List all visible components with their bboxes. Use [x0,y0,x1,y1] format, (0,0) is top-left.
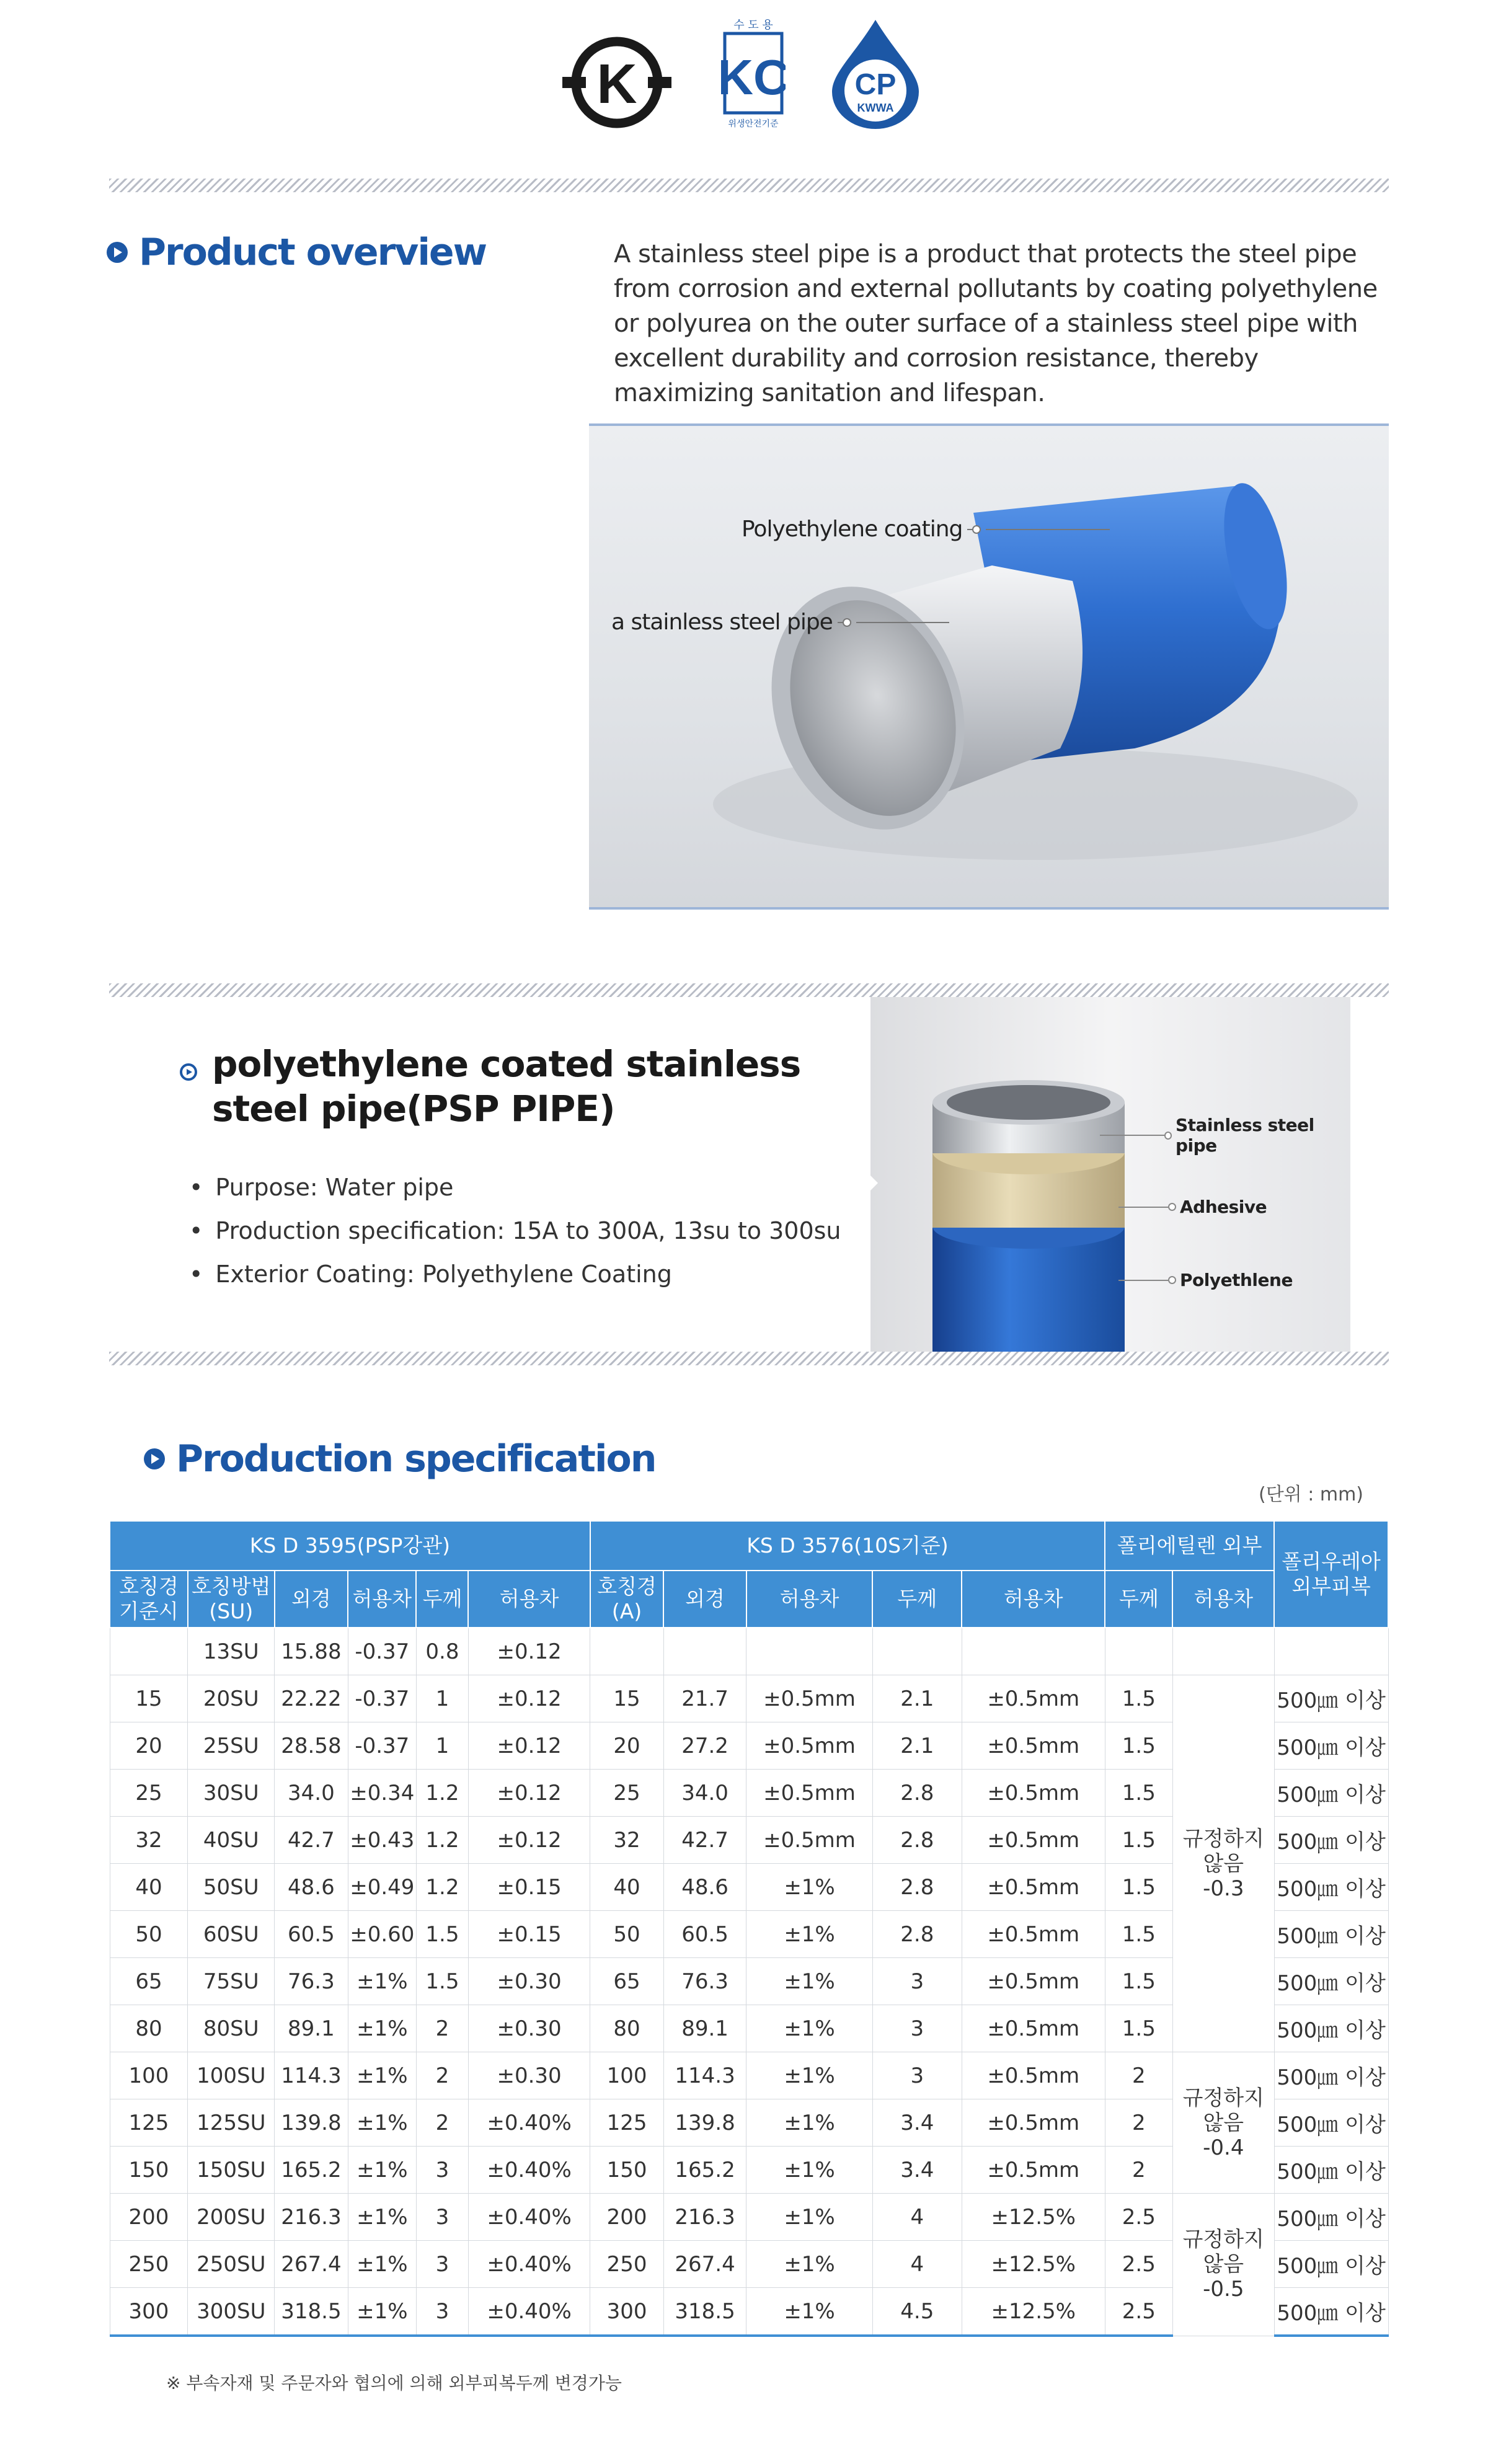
table-cell: 200 [110,2194,188,2241]
col-header: 허용차 [468,1571,590,1628]
table-cell: 89.1 [663,2005,746,2052]
table-cell [110,1628,188,1675]
table-cell: 1.2 [416,1817,468,1864]
table-cell: 150SU [188,2147,275,2194]
table-cell: 300 [110,2288,188,2336]
table-cell: 3 [416,2147,468,2194]
overview-paragraph: A stainless steel pipe is a product that protects the steel pipe from corrosion and external pollutants by coating polyethylene or polyurea on the outer surface of a stainless steel pipe with excellent durability and corrosion resistance, thereby maximizing sanitation and lifespan. [614,240,1378,407]
table-cell: 13SU [188,1628,275,1675]
table-cell: 30SU [188,1770,275,1817]
table-cell: 500㎛ 이상 [1274,1770,1388,1817]
table-cell: 125 [590,2099,664,2147]
table-cell: ±0.40% [468,2099,590,2147]
table-cell: 42.7 [275,1817,348,1864]
table-cell: ±1% [348,2099,416,2147]
table-cell: 2.8 [872,1864,962,1911]
table-cell: 15 [110,1675,188,1722]
table-cell: 20 [590,1722,664,1770]
svg-text:수 도 용: 수 도 용 [733,19,773,32]
col-header: 외경 [663,1571,746,1628]
col-header: 두께 [872,1571,962,1628]
table-cell: ±1% [746,2241,873,2288]
spec-table-body [110,1628,1388,2336]
table-cell: ±0.5mm [962,1675,1105,1722]
table-row [110,1628,1388,1675]
table-cell: ±0.5mm [746,1722,873,1770]
table-cell: 100 [590,2052,664,2099]
table-cell: ±0.5mm [962,2099,1105,2147]
list-item: • Purpose: Water pipe [189,1166,841,1209]
col-header: 호칭경 (A) [590,1571,664,1628]
table-cell: 3 [416,2288,468,2336]
table-cell: 25 [110,1770,188,1817]
table-cell: 15 [590,1675,664,1722]
table-cell: 2.5 [1105,2288,1172,2336]
table-cell: 2 [416,2005,468,2052]
table-cell: 2 [416,2052,468,2099]
table-cell: ±1% [746,2194,873,2241]
table-cell: 318.5 [275,2288,348,2336]
table-cell: ±1% [348,2052,416,2099]
table-cell: 65 [110,1958,188,2005]
table-cell: ±0.5mm [962,1770,1105,1817]
table-cell: ±1% [348,2147,416,2194]
table-cell: 60SU [188,1911,275,1958]
table-cell: 114.3 [663,2052,746,2099]
table-cell: ±0.30 [468,2005,590,2052]
table-cell: 250SU [188,2241,275,2288]
col-header: 허용차 [1172,1571,1274,1628]
col-header: 허용차 [348,1571,416,1628]
table-cell [1274,1628,1388,1675]
table-cell: 500㎛ 이상 [1274,1864,1388,1911]
table-cell: ±0.5mm [962,1911,1105,1958]
table-cell: 150 [590,2147,664,2194]
table-cell: ±12.5% [962,2194,1105,2241]
table-cell: ±0.12 [468,1675,590,1722]
table-cell: ±0.5mm [962,2005,1105,2052]
pipe-cutaway-image [589,423,1389,910]
table-cell: ±1% [746,2147,873,2194]
table-cell: 25SU [188,1722,275,1770]
table-cell: 500㎛ 이상 [1274,1675,1388,1722]
table-cell: 21.7 [663,1675,746,1722]
table-cell: 500㎛ 이상 [1274,2052,1388,2099]
kc-water-logo [721,14,786,131]
table-cell: 60.5 [275,1911,348,1958]
table-cell: 200SU [188,2194,275,2241]
table-cell: ±0.49 [348,1864,416,1911]
table-cell: 1.5 [1105,2005,1172,2052]
table-cell: 500㎛ 이상 [1274,1958,1388,2005]
table-cell: 216.3 [663,2194,746,2241]
table-cell: 200 [590,2194,664,2241]
table-cell: ±0.12 [468,1722,590,1770]
table-cell: 34.0 [663,1770,746,1817]
table-cell: 4 [872,2241,962,2288]
table-cell: ±12.5% [962,2288,1105,2336]
table-cell: 48.6 [275,1864,348,1911]
table-cell: 100 [110,2052,188,2099]
play-circle-icon [144,1448,165,1469]
table-cell: ±12.5% [962,2241,1105,2288]
table-cell: ±0.43 [348,1817,416,1864]
table-cell: 2 [1105,2147,1172,2194]
table-cell: 125 [110,2099,188,2147]
table-cell: ±1% [348,2005,416,2052]
table-cell: ±0.5mm [962,2147,1105,2194]
group-header-polyethylene: 폴리에틸렌 외부 [1105,1521,1274,1571]
table-cell [872,1628,962,1675]
table-cell [746,1628,873,1675]
hatched-divider [109,179,1389,192]
table-cell: ±0.40% [468,2194,590,2241]
table-cell [663,1628,746,1675]
table-cell: 267.4 [275,2241,348,2288]
table-cell: ±1% [746,1864,873,1911]
table-cell: 318.5 [663,2288,746,2336]
table-cell: 300 [590,2288,664,2336]
table-cell: ±0.40% [468,2241,590,2288]
col-header: 두께 [1105,1571,1172,1628]
list-item: • Exterior Coating: Polyethylene Coating [189,1252,841,1296]
table-cell: 34.0 [275,1770,348,1817]
cp-kwwa-logo [830,17,921,129]
table-cell: ±0.30 [468,2052,590,2099]
col-header: 외경 [275,1571,348,1628]
table-cell: 32 [590,1817,664,1864]
table-cell: 50SU [188,1864,275,1911]
table-row [110,2052,1388,2099]
table-row [110,2194,1388,2241]
table-cell: 139.8 [663,2099,746,2147]
table-cell: ±0.5mm [962,1958,1105,2005]
table-cell: 2.1 [872,1675,962,1722]
table-cell: ±1% [348,1958,416,2005]
table-cell: 25 [590,1770,664,1817]
svg-text:KWWA: KWWA [857,102,894,114]
table-cell: 2 [416,2099,468,2147]
table-cell: 2.5 [1105,2194,1172,2241]
table-cell: ±1% [746,2288,873,2336]
table-cell: 50 [590,1911,664,1958]
table-cell: 76.3 [663,1958,746,2005]
table-cell: -0.37 [348,1675,416,1722]
table-cell: 125SU [188,2099,275,2147]
col-header: 허용차 [962,1571,1105,1628]
merged-tolerance-cell: 규정하지 않음 -0.5 [1172,2194,1274,2336]
table-cell: 4.5 [872,2288,962,2336]
table-cell: -0.37 [348,1628,416,1675]
table-cell: 2.8 [872,1770,962,1817]
table-cell: -0.37 [348,1722,416,1770]
table-cell: 3 [872,2052,962,2099]
table-cell: 2.8 [872,1817,962,1864]
psp-feature-list [189,1166,841,1296]
table-cell: 114.3 [275,2052,348,2099]
table-cell: ±0.60 [348,1911,416,1958]
table-cell: ±0.12 [468,1770,590,1817]
table-cell: 1.5 [1105,1911,1172,1958]
table-cell: 500㎛ 이상 [1274,1817,1388,1864]
table-cell: 4 [872,2194,962,2241]
table-cell: 80SU [188,2005,275,2052]
table-cell: 3 [872,1958,962,2005]
table-cell: 267.4 [663,2241,746,2288]
callout-stainless-steel-pipe: a stainless steel pipe [611,609,949,635]
table-cell: ±0.30 [468,1958,590,2005]
table-cell: 500㎛ 이상 [1274,2241,1388,2288]
table-cell: 500㎛ 이상 [1274,1911,1388,1958]
table-cell: 500㎛ 이상 [1274,2194,1388,2241]
table-cell: 150 [110,2147,188,2194]
table-cell: 1.5 [1105,1770,1172,1817]
callout-polyethylene-layer: Polyethlene [1118,1270,1293,1290]
table-cell: 32 [110,1817,188,1864]
callout-polyethylene-coating: Polyethylene coating [742,516,1110,542]
table-cell: 22.22 [275,1675,348,1722]
group-header-ks3595: KS D 3595(PSP강관) [110,1521,590,1571]
table-cell: 1.5 [416,1958,468,2005]
table-cell: 3 [416,2194,468,2241]
table-cell: 2.1 [872,1722,962,1770]
table-cell: 3 [416,2241,468,2288]
spec-table [109,1520,1389,2337]
table-cell: 100SU [188,2052,275,2099]
table-cell: 40 [110,1864,188,1911]
table-cell: ±1% [348,2241,416,2288]
col-header: 호칭경 기준시 [110,1571,188,1628]
svg-text:K: K [596,53,637,115]
table-cell: 80 [590,2005,664,2052]
table-cell: 0.8 [416,1628,468,1675]
table-cell: 1 [416,1722,468,1770]
table-cell: 40SU [188,1817,275,1864]
table-cell: 216.3 [275,2194,348,2241]
list-item: • Production specification: 15A to 300A, 13su to 300su [189,1209,841,1252]
table-cell: 500㎛ 이상 [1274,2099,1388,2147]
table-cell: 80 [110,2005,188,2052]
play-circle-icon [107,242,128,263]
table-cell: ±0.40% [468,2288,590,2336]
svg-text:CP: CP [854,68,897,101]
table-cell: 300SU [188,2288,275,2336]
table-cell: 500㎛ 이상 [1274,2288,1388,2336]
table-cell: 165.2 [663,2147,746,2194]
table-cell: 20SU [188,1675,275,1722]
overview-heading: Product overview [107,231,486,274]
spec-heading: Production specification [144,1437,655,1481]
callout-adhesive-layer: Adhesive [1118,1197,1267,1217]
table-row [110,1675,1388,1722]
table-cell: 40 [590,1864,664,1911]
psp-layers-image [870,997,1350,1352]
psp-bullet-icon [180,1063,197,1081]
table-cell: ±0.15 [468,1911,590,1958]
table-cell: 165.2 [275,2147,348,2194]
table-cell: ±0.15 [468,1864,590,1911]
table-cell: 2 [1105,2099,1172,2147]
callout-stainless-steel-layer: Stainless steel pipe [1100,1115,1350,1156]
table-cell: ±1% [746,1911,873,1958]
table-cell: 1.2 [416,1864,468,1911]
table-cell: 20 [110,1722,188,1770]
table-cell: ±0.12 [468,1628,590,1675]
table-cell [590,1628,664,1675]
hatched-divider [109,983,1389,997]
table-cell [962,1628,1105,1675]
table-cell: 1.5 [1105,1864,1172,1911]
table-cell: ±0.5mm [962,1864,1105,1911]
group-header-polyurea: 폴리우레아 외부피복 [1274,1521,1388,1628]
table-cell: ±1% [348,2194,416,2241]
svg-text:위생안전기준: 위생안전기준 [728,119,779,129]
table-cell: 42.7 [663,1817,746,1864]
table-cell: ±0.34 [348,1770,416,1817]
table-cell: ±1% [348,2288,416,2336]
table-cell: 27.2 [663,1722,746,1770]
table-cell [1105,1628,1172,1675]
table-cell: 1.5 [416,1911,468,1958]
table-cell: 2.8 [872,1911,962,1958]
table-cell: 1 [416,1675,468,1722]
table-cell: 60.5 [663,1911,746,1958]
table-cell: ±0.5mm [746,1675,873,1722]
table-cell: ±0.5mm [962,1817,1105,1864]
table-cell: ±0.12 [468,1817,590,1864]
unit-label: (단위 : mm) [1259,1484,1363,1505]
svg-text:KC: KC [721,50,786,105]
table-cell: 65 [590,1958,664,2005]
table-cell: 1.5 [1105,1817,1172,1864]
table-cell: ±0.5mm [962,2052,1105,2099]
table-cell: 1.5 [1105,1958,1172,2005]
col-header: 두께 [416,1571,468,1628]
table-cell: ±1% [746,2005,873,2052]
ks-mark-logo [561,36,673,129]
table-cell: 28.58 [275,1722,348,1770]
table-cell: 3.4 [872,2099,962,2147]
table-cell: 15.88 [275,1628,348,1675]
table-cell: 50 [110,1911,188,1958]
table-cell: 500㎛ 이상 [1274,2147,1388,2194]
group-header-ks3576: KS D 3576(10S기준) [590,1521,1105,1571]
col-header: 호칭방법 (SU) [188,1571,275,1628]
table-cell: ±1% [746,2052,873,2099]
table-cell: 3.4 [872,2147,962,2194]
table-cell: 139.8 [275,2099,348,2147]
table-cell: ±0.5mm [962,1722,1105,1770]
table-cell: 2.5 [1105,2241,1172,2288]
table-cell: 1.5 [1105,1722,1172,1770]
hatched-divider [109,1352,1389,1365]
table-cell: 48.6 [663,1864,746,1911]
table-cell: ±1% [746,1958,873,2005]
psp-title: polyethylene coated stainless steel pipe(PSP PIPE) [212,1043,801,1130]
table-cell [1172,1628,1274,1675]
table-cell: 500㎛ 이상 [1274,1722,1388,1770]
merged-tolerance-cell: 규정하지 않음 -0.4 [1172,2052,1274,2194]
table-cell: 3 [872,2005,962,2052]
table-cell: 250 [590,2241,664,2288]
table-cell: 500㎛ 이상 [1274,2005,1388,2052]
table-cell: 1.2 [416,1770,468,1817]
merged-tolerance-cell: 규정하지 않음 -0.3 [1172,1675,1274,2052]
table-cell: ±1% [746,2099,873,2147]
table-cell: 250 [110,2241,188,2288]
footnote: ※ 부속자재 및 주문자와 협의에 의해 외부피복두께 변경가능 [166,2373,622,2393]
table-cell: ±0.5mm [746,1817,873,1864]
table-cell: 1.5 [1105,1675,1172,1722]
table-cell: 75SU [188,1958,275,2005]
table-cell: 2 [1105,2052,1172,2099]
table-cell: ±0.5mm [746,1770,873,1817]
table-cell: ±0.40% [468,2147,590,2194]
col-header: 허용차 [746,1571,873,1628]
table-cell: 76.3 [275,1958,348,2005]
table-cell: 89.1 [275,2005,348,2052]
